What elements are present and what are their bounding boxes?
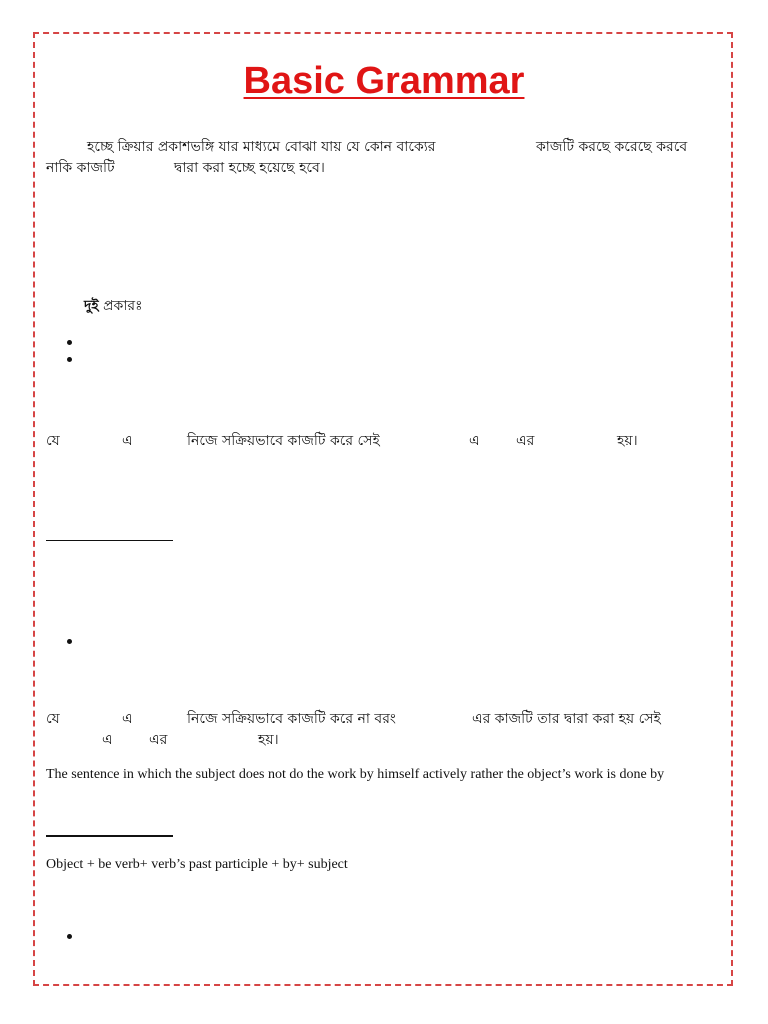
passive-structure-formula: Object + be verb+ verb’s past participle + by+ subject — [46, 857, 348, 872]
underline-blank-2 — [46, 835, 173, 837]
bullet-1 — [67, 340, 72, 345]
passive-def-word4: এর কাজটি তার দ্বারা করা হয় সেই — [472, 711, 661, 727]
passive-def-word6: এর — [149, 732, 168, 748]
bullet-4 — [67, 934, 72, 939]
intro-line2-part1: নাকি কাজটি — [46, 160, 115, 176]
passive-def-word1: যে — [46, 711, 60, 727]
active-def-word5: এর — [516, 433, 535, 449]
active-def-word4: এ — [469, 433, 480, 449]
types-label: প্রকারঃ — [103, 298, 143, 314]
intro-line1-part2: কাজটি করছে করেছে করবে — [536, 139, 688, 155]
underline-blank-1 — [46, 540, 173, 541]
types-count: দুই — [84, 298, 99, 314]
bullet-3 — [67, 639, 72, 644]
intro-line2-part2: দ্বারা করা হচ্ছে হয়েছে হবে। — [174, 160, 325, 176]
active-def-word6: হয়। — [617, 433, 638, 449]
page-border — [33, 32, 733, 986]
title-text: Basic Grammar — [243, 60, 525, 102]
active-def-word1: যে — [46, 433, 60, 449]
passive-def-word2: এ — [122, 711, 133, 727]
intro-line1-part1: হচ্ছে ক্রিয়ার প্রকাশভঙ্গি যার মাধ্যমে বোঝা যায় যে কোন বাক্যের — [87, 139, 436, 155]
passive-def-word3: নিজে সক্রিয়ভাবে কাজটি করে না বরং — [187, 711, 396, 727]
page-title — [0, 58, 768, 104]
passive-def-word5: এ — [102, 732, 113, 748]
passive-english-definition: The sentence in which the subject does not do the work by himself actively rather the object’s work is done by — [46, 767, 665, 782]
active-def-word3: নিজে সক্রিয়ভাবে কাজটি করে সেই — [187, 433, 380, 449]
passive-def-word7: হয়। — [258, 732, 279, 748]
bullet-2 — [67, 357, 72, 362]
types-line — [84, 296, 143, 316]
active-def-word2: এ — [122, 433, 133, 449]
